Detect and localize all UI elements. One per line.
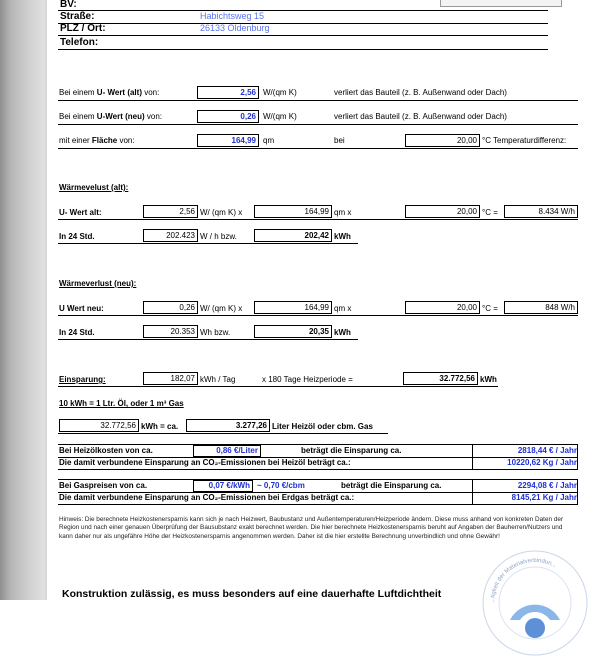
neu-temp-value: 20,00 xyxy=(405,301,480,314)
savings-per-day: 182,07 xyxy=(143,372,198,385)
alt-day-unit: W / h bzw. xyxy=(200,232,237,241)
conversion-line xyxy=(58,433,388,434)
gas-co2-text: Die damit verbundene Einsparung an CO₂-Emissionen bei Erdgas beträgt ca.: xyxy=(59,493,355,502)
alt-uwert-value: 2,56 xyxy=(143,205,198,218)
oil-right-border xyxy=(577,444,578,470)
plz-label: PLZ / Ort: xyxy=(60,23,106,34)
oil-price-input[interactable]: 0,86 €/Liter xyxy=(193,445,261,457)
oil-divider xyxy=(472,444,473,469)
gas-top-line xyxy=(58,479,578,480)
alt-temp-unit: °C = xyxy=(482,208,498,217)
alt-flaeche-value: 164,99 xyxy=(254,205,332,218)
temperature-note: °C Temperaturdifferenz: xyxy=(482,136,567,145)
gas-price-alt: ~ 0,70 €/cbm xyxy=(257,481,305,490)
flaeche-unit: qm xyxy=(263,136,275,145)
neu-day-wh: 20.353 xyxy=(143,325,198,338)
gas-price-input[interactable]: 0,07 €/kWh xyxy=(193,480,253,492)
neu-uwert-label: U Wert neu: xyxy=(59,304,104,313)
savings-total-unit: kWh xyxy=(480,375,497,384)
neu-day-label: In 24 Std. xyxy=(59,328,95,337)
neu-day-unit: Wh bzw. xyxy=(200,328,231,337)
oil-co2-value: 10220,62 Kg / Jahr xyxy=(507,458,577,467)
footer-heading: Konstruktion zulässig, es muss besonders auf eine dauerhafte Luftdichtheit xyxy=(62,588,442,600)
u-wert-neu-input[interactable]: 0,26 xyxy=(197,110,259,123)
alt-row-line-2 xyxy=(58,243,358,244)
input-row-line-1 xyxy=(58,100,578,101)
alt-result-value: 8.434 W/h xyxy=(504,205,578,218)
plz-value[interactable]: 26133 Oldenburg xyxy=(200,23,270,33)
gas-savings-value: 2294,08 € / Jahr xyxy=(517,481,577,490)
disclaimer-text: Hinweis: Die berechnete Heizkostenersparnis kann sich je nach Heizwert, Baubustanz und Außentemperaturen/Heizperiode ändern. Diese muss anhand von konkreten Daten der Region und nach einer genauen Überprüfung der Bausubstanz exakt berechnet werden. Die hier berechnete Heizkostenersparnis beruht auf Angaben der Bauherren/Nutzers und kann daher nur als ungefähre Höhe der Heizkostenersparnis angenommen werden. Daher ist die hier erstellte Berechnung unverbindlich und ohne Gewähr! xyxy=(59,516,564,540)
gas-co2-value: 8145,21 Kg / Jahr xyxy=(511,493,577,502)
gas-right-border xyxy=(577,479,578,505)
neu-day-kwh: 20,35 xyxy=(254,325,332,338)
input-row-line-2 xyxy=(58,124,578,125)
conversion-liter-value: 3.277,26 xyxy=(186,419,270,432)
savings-label: Einsparung: xyxy=(59,375,106,384)
alt-row-line-1 xyxy=(58,219,578,220)
conversion-kwh-value: 32.772,56 xyxy=(59,419,139,432)
alt-day-kwh-unit: kWh xyxy=(334,232,351,241)
neu-row-line-2 xyxy=(58,339,358,340)
gas-bottom-line xyxy=(58,504,578,505)
u-wert-alt-note: verliert das Bauteil (z. B. Außenwand oder Dach) xyxy=(334,88,507,97)
neu-result-value: 848 W/h xyxy=(504,301,578,314)
oil-cost-label: Bei Heizölkosten von ca. xyxy=(59,446,153,455)
quality-seal-icon xyxy=(480,548,590,658)
savings-line xyxy=(58,386,498,387)
sidebar-divider xyxy=(45,0,47,600)
contact-line-1 xyxy=(58,10,548,11)
alt-flaeche-unit: qm x xyxy=(334,208,352,217)
alt-temp-value: 20,00 xyxy=(405,205,480,218)
neu-uwert-unit: W/ (qm K) x xyxy=(200,304,243,313)
left-gradient-bar xyxy=(0,0,47,600)
savings-period-text: x 180 Tage Heizperiode = xyxy=(262,375,353,384)
alt-day-label: In 24 Std. xyxy=(59,232,95,241)
flaeche-label: mit einer Fläche von: xyxy=(59,136,135,145)
neu-flaeche-unit: qm x xyxy=(334,304,352,313)
gas-divider xyxy=(472,479,473,504)
neu-uwert-value: 0,26 xyxy=(143,301,198,314)
alt-day-kwh: 202,42 xyxy=(254,229,332,242)
savings-per-day-unit: kWh / Tag xyxy=(200,375,236,384)
oil-savings-text: beträgt die Einsparung ca. xyxy=(301,446,402,455)
oil-co2-text: Die damit verbundene Einsparung an CO₂-Emissionen bei Heizöl beträgt ca.: xyxy=(59,458,351,467)
neu-temp-unit: °C = xyxy=(482,304,498,313)
alt-uwert-unit: W/ (qm K) x xyxy=(200,208,243,217)
temperature-input[interactable]: 20,00 xyxy=(405,134,480,147)
u-wert-neu-note: verliert das Bauteil (z. B. Außenwand oder Dach) xyxy=(334,112,507,121)
oil-savings-value: 2818,44 € / Jahr xyxy=(517,446,577,455)
oil-bottom-line xyxy=(58,469,578,470)
gas-cost-label: Bei Gaspreisen von ca. xyxy=(59,481,148,490)
alt-uwert-label: U- Wert alt: xyxy=(59,208,102,217)
bei-label: bei xyxy=(334,136,345,145)
strasse-label: Straße: xyxy=(60,11,95,22)
contact-line-4 xyxy=(58,49,548,50)
contact-line-2 xyxy=(58,23,548,24)
neu-day-kwh-unit: kWh xyxy=(334,328,351,337)
input-row-alt-label: Bei einem U- Wert (alt) von: xyxy=(59,88,160,97)
neu-row-line-1 xyxy=(58,315,578,316)
contact-line-3 xyxy=(58,35,548,36)
u-wert-neu-unit: W/(qm K) xyxy=(263,112,297,121)
seal-text: ...tigkeit der Materialverbindun... xyxy=(489,557,558,604)
strasse-value[interactable]: Habichtsweg 15 xyxy=(200,11,265,21)
conversion-note: 10 kWh = 1 Ltr. Öl, oder 1 m³ Gas xyxy=(59,399,184,408)
bv-label: BV: xyxy=(60,0,77,10)
input-row-line-3 xyxy=(58,148,578,149)
alt-day-wh: 202.423 xyxy=(143,229,198,242)
conversion-kwh-eq: kWh = ca. xyxy=(141,422,179,431)
flaeche-input[interactable]: 164,99 xyxy=(197,134,259,147)
top-right-box xyxy=(440,0,562,7)
savings-total: 32.772,56 xyxy=(403,372,478,385)
u-wert-alt-unit: W/(qm K) xyxy=(263,88,297,97)
u-wert-alt-input[interactable]: 2,56 xyxy=(197,86,259,99)
telefon-label: Telefon: xyxy=(60,37,99,48)
oil-top-line xyxy=(58,444,578,445)
input-row-neu-label: Bei einem U-Wert (neu) von: xyxy=(59,112,162,121)
conversion-liter-text: Liter Heizöl oder cbm. Gas xyxy=(272,422,373,431)
gas-savings-text: beträgt die Einsparung ca. xyxy=(341,481,442,490)
alt-heading: Wärmevelust (alt): xyxy=(59,183,129,192)
neu-flaeche-value: 164,99 xyxy=(254,301,332,314)
neu-heading: Wärmeverlust (neu): xyxy=(59,279,137,288)
